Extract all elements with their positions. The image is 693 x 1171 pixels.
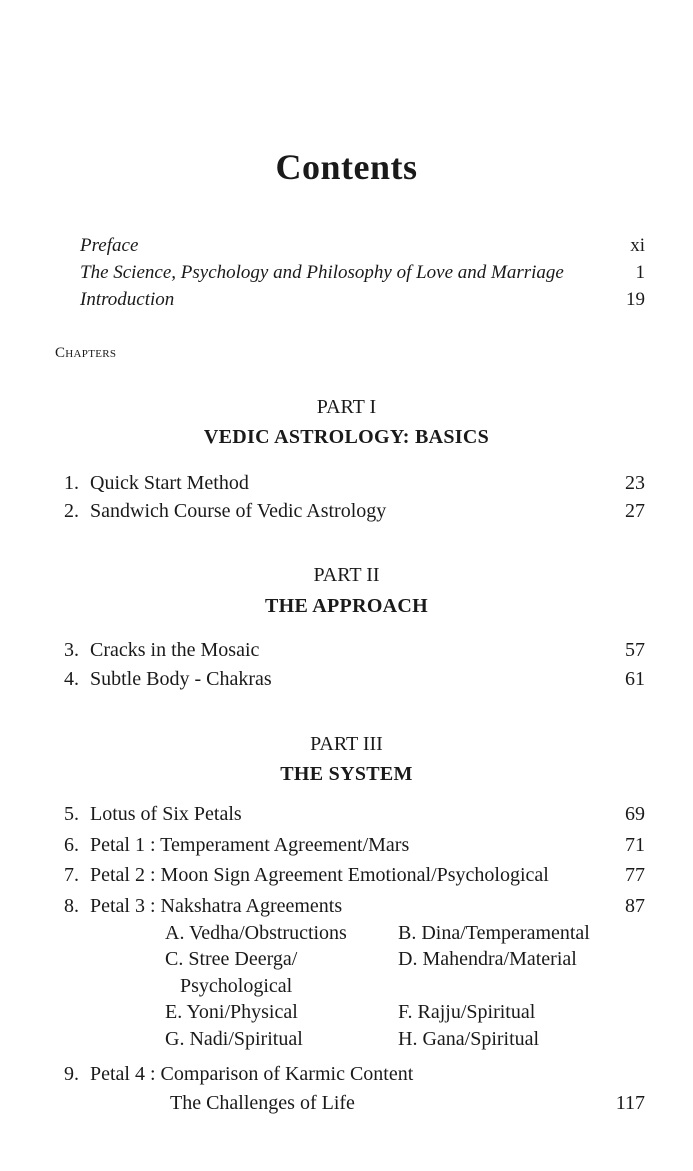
chapters-heading: Chapters [55,345,117,361]
toc-chapter-1[interactable] [64,472,645,495]
toc-entry-label: The Science, Psychology and Philosophy of Love and Marriage [80,262,564,283]
toc-chapter-4[interactable] [64,668,645,691]
subitem-nadi: G. Nadi/Spiritual [165,1028,303,1050]
toc-entry-preface[interactable] [80,235,645,257]
toc-entry-page: 19 [626,289,645,310]
toc-entry-introduction[interactable] [80,289,645,311]
chapter-label: Petal 2 : Moon Sign Agreement Emotional/Psychological [90,864,549,886]
chapter-page: 117 [615,1092,645,1114]
chapter-page: 87 [625,895,645,917]
chapter-label: Quick Start Method [90,472,249,494]
subitem-stree-deerga-cont: Psychological [180,975,293,997]
toc-chapter-2[interactable] [64,500,645,523]
chapter-subtitle-label: The Challenges of Life [170,1092,355,1114]
part-number: PART I [316,396,377,418]
toc-entry-page: xi [630,235,645,256]
chapter-number: 2. [64,500,79,522]
subitem-yoni: E. Yoni/Physical [165,1001,298,1023]
toc-chapter-7[interactable] [64,864,645,887]
toc-entry-label: Introduction [80,289,175,310]
toc-chapter-9[interactable] [64,1063,645,1086]
chapter-number: 7. [64,864,79,886]
chapter-page: 69 [625,803,645,825]
part-title: THE SYSTEM [280,763,413,785]
toc-chapter-6[interactable] [64,834,645,857]
chapter-label: Lotus of Six Petals [90,803,242,825]
chapter-label: Petal 3 : Nakshatra Agreements [90,895,343,917]
part-number: PART III [310,733,383,755]
chapter-page: 77 [625,864,645,886]
subitem-vedha: A. Vedha/Obstructions [165,922,347,944]
chapter-number: 1. [64,472,79,494]
chapter-page: 71 [625,834,645,856]
subitem-dina: B. Dina/Temperamental [398,922,590,944]
chapter-number: 8. [64,895,79,917]
chapter-page: 23 [625,472,645,494]
chapter-label: Cracks in the Mosaic [90,639,260,661]
toc-chapter-5[interactable] [64,803,645,826]
toc-entry-page: 1 [635,262,645,283]
part-number: PART II [313,564,380,586]
toc-entry-label: Preface [80,235,139,256]
chapter-number: 6. [64,834,79,856]
part-title: THE APPROACH [264,595,429,617]
chapter-label: Petal 4 : Comparison of Karmic Content [90,1063,414,1085]
subitem-rajju: F. Rajju/Spiritual [398,1001,536,1023]
toc-entry-science[interactable] [80,262,645,284]
part-title: VEDIC ASTROLOGY: BASICS [203,426,490,448]
chapter-label: Sandwich Course of Vedic Astrology [90,500,387,522]
chapter-number: 4. [64,668,79,690]
toc-chapter-3[interactable] [64,639,645,662]
chapter-label: Petal 1 : Temperament Agreement/Mars [90,834,410,856]
subitem-gana: H. Gana/Spiritual [398,1028,540,1050]
chapter-page: 61 [625,668,645,690]
chapter-number: 9. [64,1063,79,1085]
toc-chapter-8[interactable] [64,895,645,918]
subitem-mahendra: D. Mahendra/Material [398,948,577,970]
chapter-page: 57 [625,639,645,661]
chapter-number: 3. [64,639,79,661]
chapter-label: Subtle Body - Chakras [90,668,272,690]
chapter-number: 5. [64,803,79,825]
subitem-stree-deerga: C. Stree Deerga/ [165,948,298,970]
chapter-page: 27 [625,500,645,522]
page-title: Contents [275,147,418,187]
